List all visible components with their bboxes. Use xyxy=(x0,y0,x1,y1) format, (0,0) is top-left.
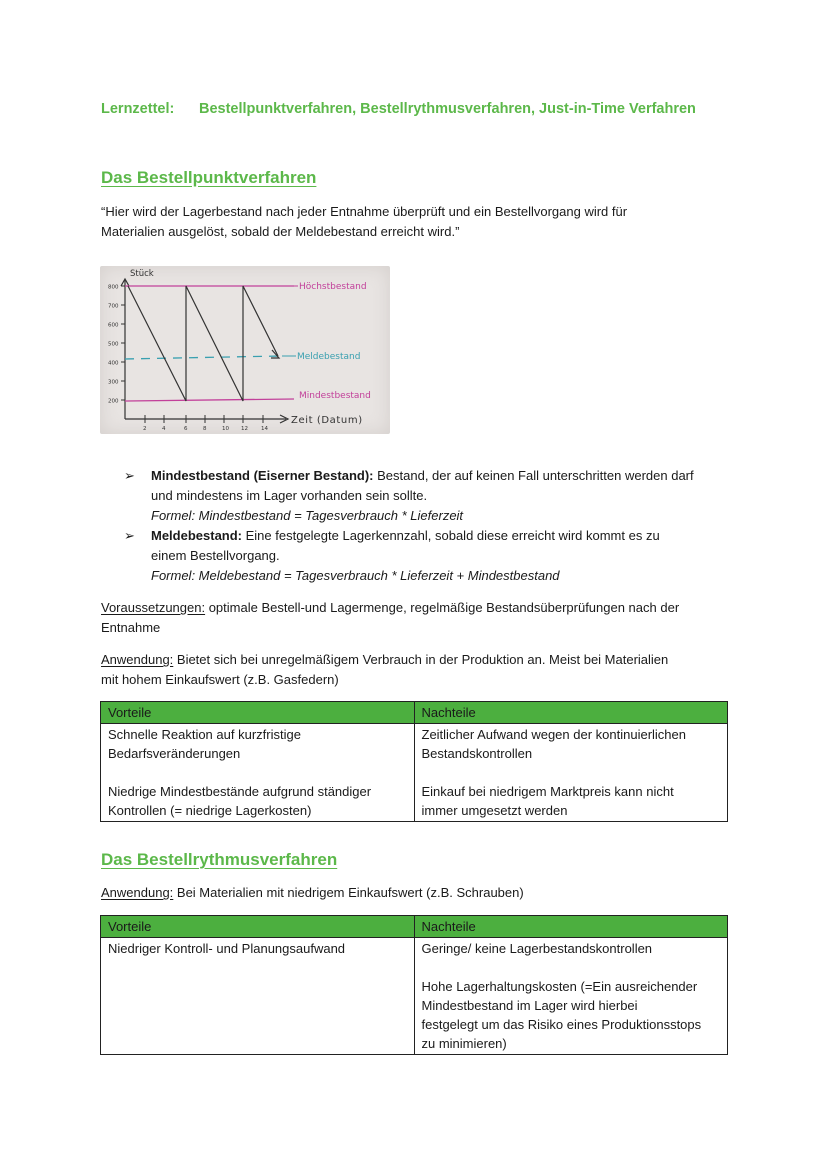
header-topics: Bestellpunktverfahren, Bestellrythmusverfahren, Just-in-Time Verfahren xyxy=(199,101,696,117)
min-stock-label: Mindestbestand xyxy=(299,391,371,401)
definition-text: einem Bestellvorgang. xyxy=(151,548,280,563)
column-header-cons: Nachteile xyxy=(414,916,728,938)
table-row xyxy=(101,938,728,1055)
formula: Formel: Mindestbestand = Tagesverbrauch * Lieferzeit xyxy=(151,508,464,523)
y-tick-label: 600 xyxy=(108,322,119,329)
arrow-bullet-icon: ➢ xyxy=(124,528,135,543)
column-header-pros: Vorteile xyxy=(101,916,415,938)
cell-line: Mindestbestand im Lager wird hierbei xyxy=(421,998,638,1013)
cell-line: Kontrollen (= niedrige Lagerkosten) xyxy=(108,803,312,818)
x-tick-label: 12 xyxy=(241,426,248,432)
y-tick-label: 300 xyxy=(108,379,119,386)
application xyxy=(101,650,741,690)
stock-level-line xyxy=(128,286,278,401)
definition-text: und mindestens im Lager vorhanden sein sollte. xyxy=(151,488,428,503)
y-tick-label: 700 xyxy=(108,303,119,310)
term: Mindestbestand (Eiserner Bestand): xyxy=(151,468,374,483)
inventory-chart xyxy=(100,266,390,434)
cell-line: Niedrige Mindestbestände aufgrund ständiger xyxy=(108,784,372,799)
application-text: Bietet sich bei unregelmäßigem Verbrauch in der Produktion an. Meist bei Materialien xyxy=(173,652,669,667)
prerequisites xyxy=(101,598,741,638)
y-ticks xyxy=(108,285,125,405)
page-header xyxy=(101,101,696,117)
header-label: Lernzettel: xyxy=(101,101,175,117)
cell-line: immer umgesetzt werden xyxy=(421,803,568,818)
cell-line: Einkauf bei niedrigem Marktpreis kann nicht xyxy=(421,784,674,799)
cell-line: Zeitlicher Aufwand wegen der kontinuierlichen xyxy=(421,727,686,742)
y-tick-label: 800 xyxy=(108,284,119,291)
cons-cell xyxy=(414,938,728,1055)
table-row xyxy=(101,724,728,822)
x-tick-label: 4 xyxy=(162,426,166,432)
y-axis-label: Stück xyxy=(130,269,154,279)
formula: Formel: Meldebestand = Tagesverbrauch * Lieferzeit + Mindestbestand xyxy=(151,568,560,583)
cell-line: Geringe/ keine Lagerbestandskontrollen xyxy=(421,941,653,956)
x-ticks xyxy=(143,415,268,432)
definition-quote xyxy=(101,202,741,242)
reorder-level-line xyxy=(125,356,280,359)
min-stock-line xyxy=(125,399,294,401)
inventory-chart-photo xyxy=(100,266,390,434)
max-stock-label: Höchstbestand xyxy=(299,282,367,292)
x-tick-label: 6 xyxy=(184,426,188,432)
cons-cell xyxy=(414,724,728,822)
application-label: Anwendung: xyxy=(101,652,174,667)
arrow-bullet-icon: ➢ xyxy=(124,468,135,483)
reorder-level-label: Meldebestand xyxy=(297,352,361,362)
column-header-pros: Vorteile xyxy=(101,702,415,724)
x-tick-label: 14 xyxy=(261,426,268,432)
prereq-label: Voraussetzungen: xyxy=(101,600,206,615)
cell-line: Bestandskontrollen xyxy=(421,746,533,761)
application-label: Anwendung: xyxy=(101,885,174,900)
table-header-row xyxy=(101,916,728,938)
application-text: mit hohem Einkaufswert (z.B. Gasfedern) xyxy=(101,672,339,687)
table-header-row xyxy=(101,702,728,724)
x-tick-label: 2 xyxy=(143,426,147,432)
definition-text: Eine festgelegte Lagerkennzahl, sobald diese erreicht wird kommt es zu xyxy=(242,528,660,543)
quote-line: Materialien ausgelöst, sobald der Meldebestand erreicht wird.” xyxy=(101,224,460,239)
section-title-bestellpunkt: Das Bestellpunktverfahren xyxy=(101,168,317,187)
pros-cell xyxy=(101,724,415,822)
y-tick-label: 500 xyxy=(108,341,119,348)
y-tick-label: 200 xyxy=(108,398,119,405)
quote-line: “Hier wird der Lagerbestand nach jeder Entnahme überprüft und ein Bestellvorgang wird für xyxy=(101,204,628,219)
cell-line: Hohe Lagerhaltungskosten (=Ein ausreichender xyxy=(421,979,698,994)
prereq-text: Entnahme xyxy=(101,620,161,635)
definitions-list xyxy=(124,466,734,586)
term: Meldebestand: xyxy=(151,528,243,543)
list-item xyxy=(124,466,734,526)
cell-line: festgelegt um das Risiko eines Produktionsstops xyxy=(421,1017,702,1032)
x-axis-label: Zeit (Datum) xyxy=(291,415,363,426)
column-header-cons: Nachteile xyxy=(414,702,728,724)
cell-line: Niedriger Kontroll- und Planungsaufwand xyxy=(108,941,346,956)
application-text: Bei Materialien mit niedrigem Einkaufswert (z.B. Schrauben) xyxy=(173,885,524,900)
cell-line: Schnelle Reaktion auf kurzfristige xyxy=(108,727,301,742)
x-tick-label: 10 xyxy=(222,426,229,432)
pros-cell xyxy=(101,938,415,1055)
x-tick-label: 8 xyxy=(203,426,207,432)
definition-text: Bestand, der auf keinen Fall unterschritten werden darf xyxy=(373,468,694,483)
cell-line: Bedarfsveränderungen xyxy=(108,746,241,761)
cell-line: zu minimieren) xyxy=(421,1036,507,1051)
application-2 xyxy=(101,883,741,903)
prereq-text: optimale Bestell-und Lagermenge, regelmäßige Bestandsüberprüfungen nach der xyxy=(205,600,680,615)
section-title-bestellrythmus: Das Bestellrythmusverfahren xyxy=(101,850,338,869)
pros-cons-table-bestellrythmus xyxy=(100,915,728,1055)
y-tick-label: 400 xyxy=(108,360,119,367)
list-item xyxy=(124,526,734,586)
pros-cons-table-bestellpunkt xyxy=(100,701,728,822)
